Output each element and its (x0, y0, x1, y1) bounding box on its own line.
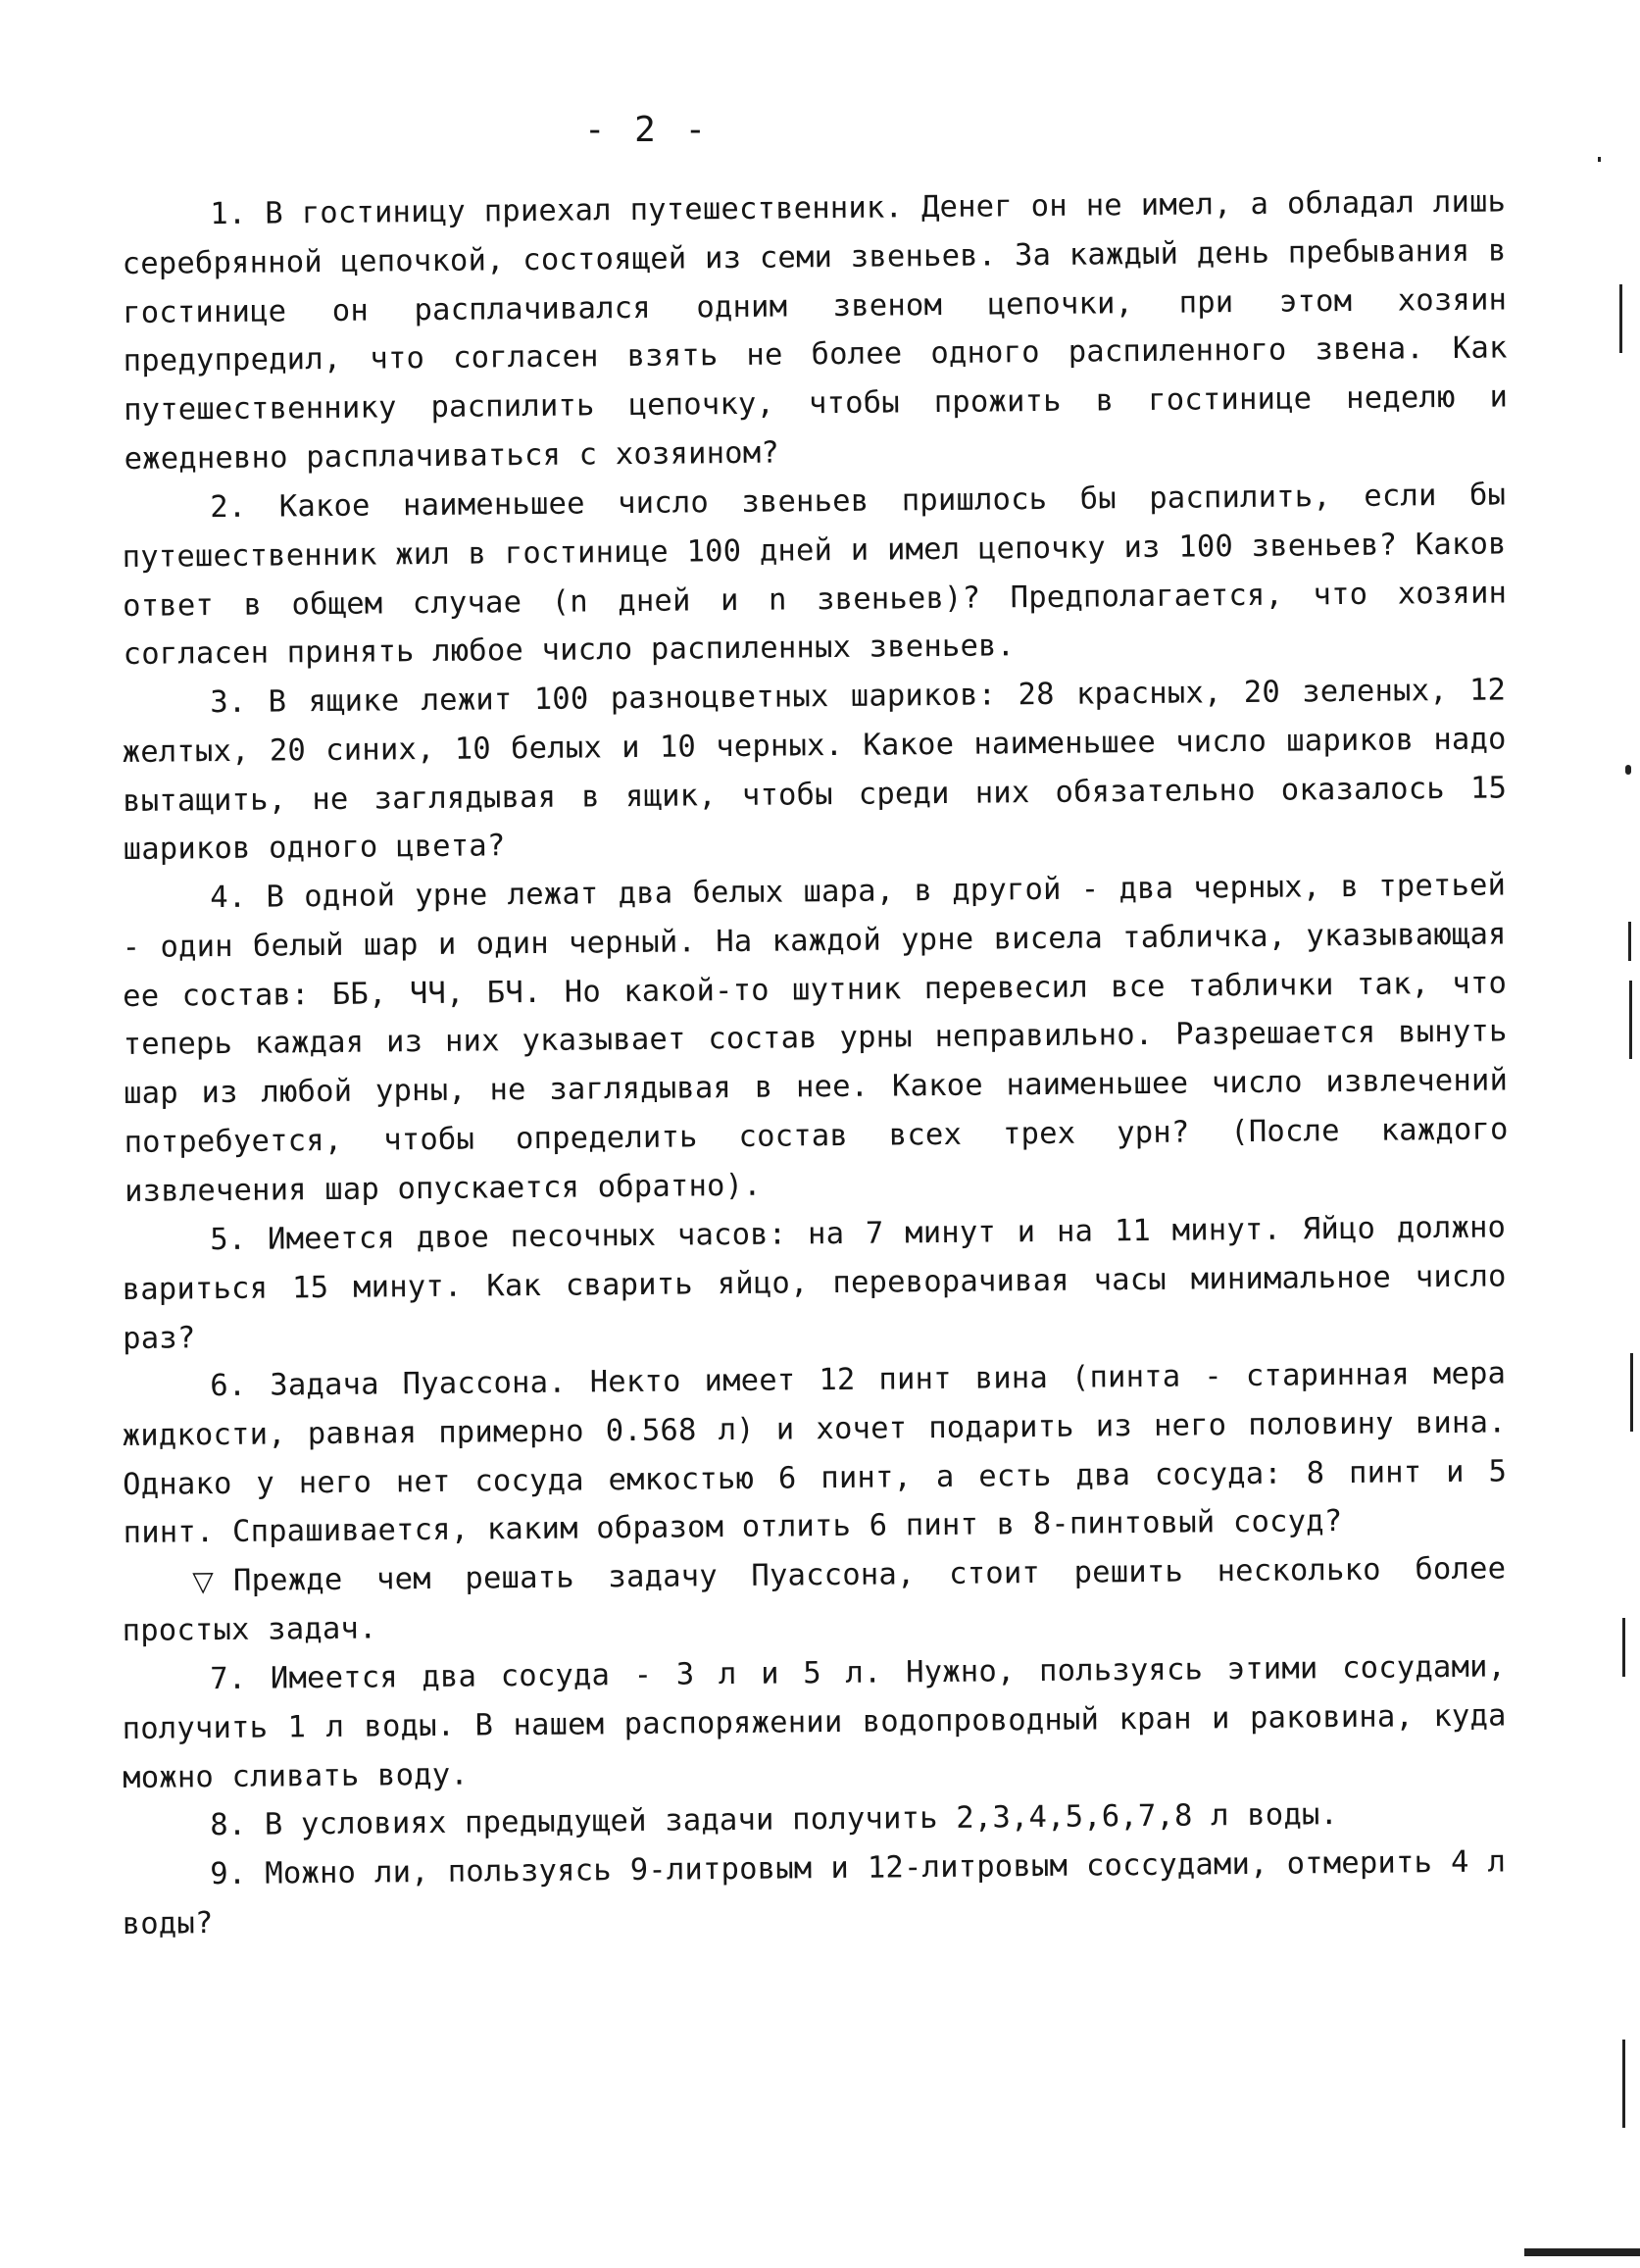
page-number: - 2 - (583, 110, 711, 150)
problem-list (122, 184, 1509, 1949)
problem-4: 4. В одной урне лежат два белых шара, в другой - два черных, в третьей - один белый шар и один черный. На каждой урне висела табличка, указывающая ее состав: ББ, ЧЧ, БЧ. Но какой-то шутник перевесил все таблички так, что теперь каждая из них указывает состав урны неправильно. Разрешается вынуть шар из любой урны, не заглядывая в нее. Какое наименьшее число извлечений потребуется, чтобы определить состав всех трех урн? (После каждого извлечения шар опускается обратно). (122, 868, 1509, 1209)
problem-6: 6. Задача Пуассона. Некто имеет 12 пинт вина (пинта - старинная мера жидкости, равная примерно 0.568 л) и хочет подарить из него половину вина. Однако у него нет сосуда емкостью 6 пинт, а есть два сосуда: 8 пинт и 5 пинт. Спрашивается, каким образом отлить 6 пинт в 8-пинтовый сосуд? (122, 1356, 1508, 1551)
note-text: Прежде чем решать задачу Пуассона, стоит решить несколько более простых задач. (122, 1551, 1507, 1649)
note-paragraph (122, 1545, 1507, 1656)
triangle-down-icon: ▽ (192, 1565, 230, 1598)
problem-3: 3. В ящике лежит 100 разноцветных шариков: 28 красных, 20 зеленых, 12 желтых, 20 синих, 10 белых и 10 черных. Какое наименьшее число шариков надо вытащить, не заглядывая в ящик, чтобы среди них обязательно оказалось 15 шариков одного цвета? (122, 673, 1508, 868)
problem-1: 1. В гостиницу приехал путешественник. Денег он не имел, а обладал лишь серебрянной цепочкой, состоящей из семи звеньев. За каждый день пребывания в гостинице он расплачивался одним звеном цепочки, при этом хозяин предупредил, что согласен взять не более одного распиленного звена. Как путешественнику распилить цепочку, чтобы прожить в гостинице неделю и ежедневно расплачиваться с хозяином? (122, 184, 1509, 477)
margin-line-4 (1630, 1353, 1633, 1432)
margin-line-5 (1622, 1618, 1625, 1677)
margin-line-6 (1622, 2040, 1625, 2128)
problem-9: 9. Можно ли, пользуясь 9-литровым и 12-литровым соссудами, отмерить 4 л воды? (122, 1844, 1507, 1941)
margin-dot-1 (1625, 765, 1631, 775)
margin-line-1 (1619, 284, 1622, 353)
problem-5: 5. Имеется двое песочных часов: на 7 минут и на 11 минут. Яйцо должно вариться 15 минут. Как сварить яйцо, переворачивая часы минимальное число раз? (122, 1210, 1507, 1356)
margin-line-2 (1628, 922, 1631, 961)
problem-8: 8. В условиях предыдущей задачи получить 2,3,4,5,6,7,8 л воды. (210, 1797, 1339, 1843)
bottom-bar (1524, 2248, 1640, 2256)
margin-line-3 (1629, 981, 1632, 1059)
margin-dot-2 (1598, 157, 1601, 162)
problem-2: 2. Какое наименьшее число звеньев пришлось бы распилить, если бы путешественник жил в гостинице 100 дней и имел цепочку из 100 звеньев? Каков ответ в общем случае (n дней и n звеньев)? Предполагается, что хозяин согласен принять любое число распиленных звеньев. (122, 478, 1508, 673)
problem-7: 7. Имеется два сосуда - 3 л и 5 л. Нужно, пользуясь этими сосудами, получить 1 л воды. В нашем распоряжении водопроводный кран и раковина, куда можно сливать воду. (122, 1649, 1507, 1795)
